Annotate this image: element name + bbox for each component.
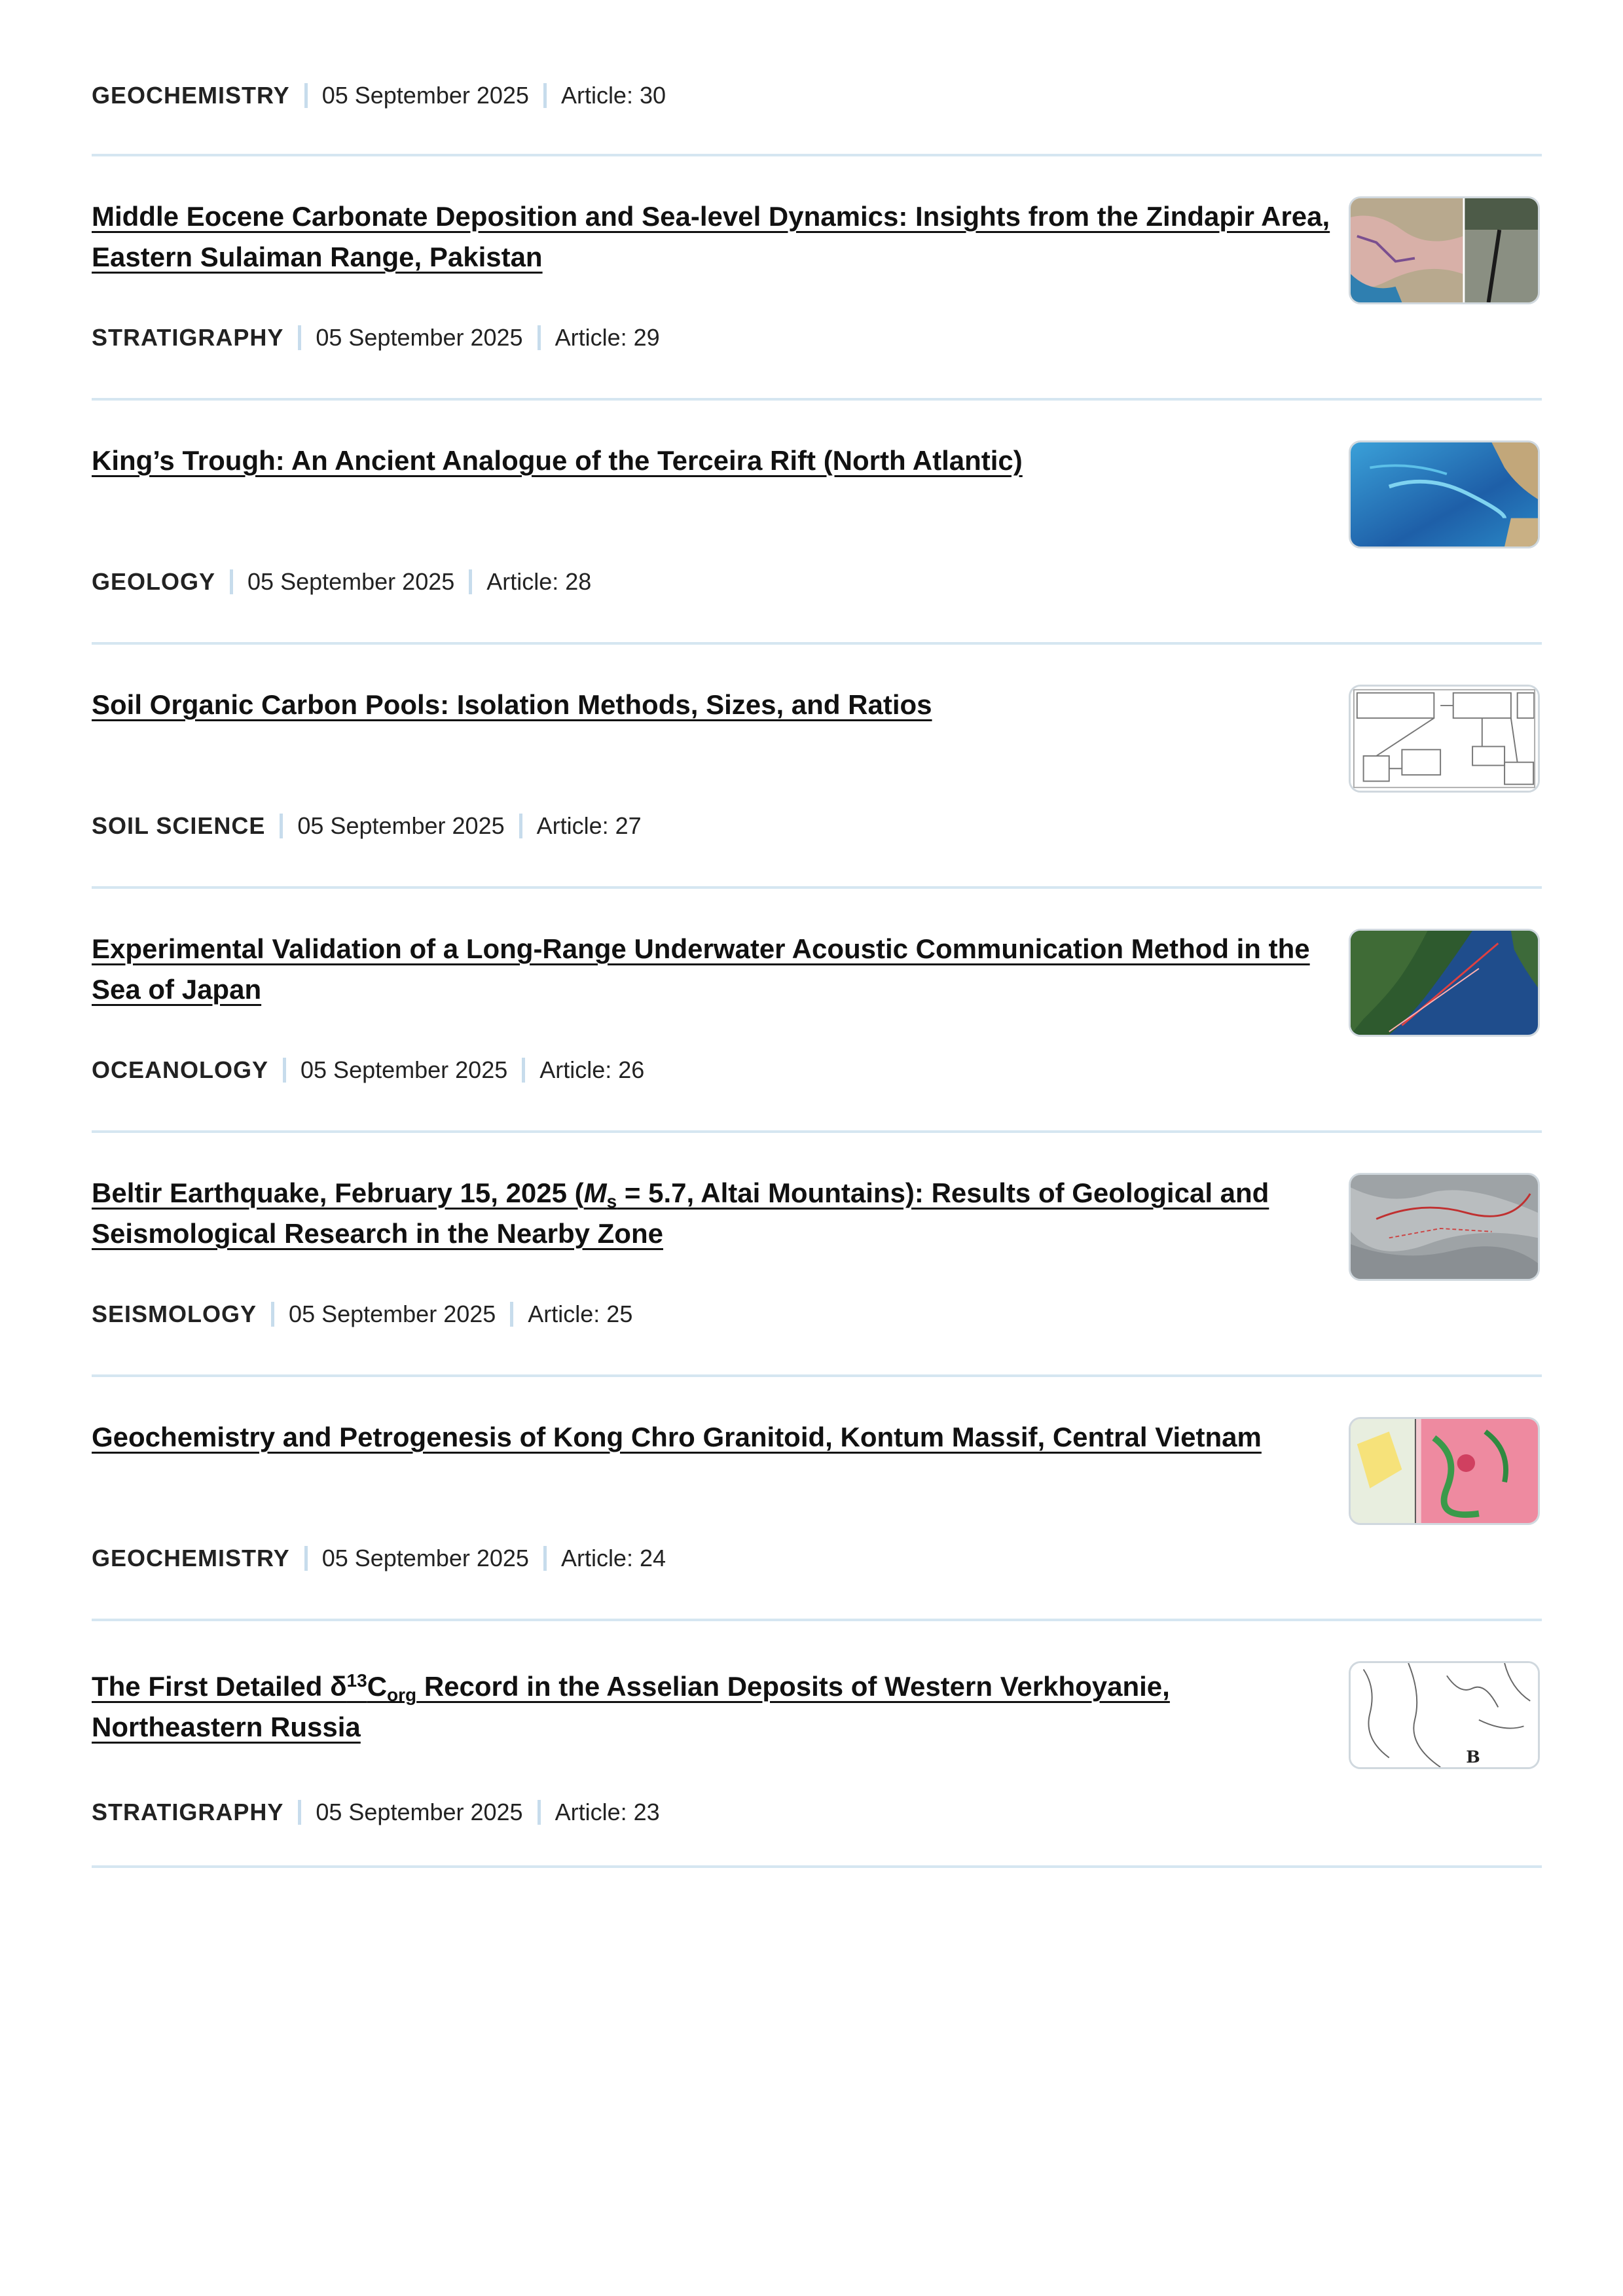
divider bbox=[92, 642, 1542, 645]
article-title bbox=[92, 929, 1336, 1010]
line-map-thumbnail[interactable] bbox=[1349, 1661, 1540, 1769]
title-part: Record in the Asselian Deposits of Western Verkhoyanie, Northeastern Russia bbox=[92, 1671, 1170, 1742]
meta-separator bbox=[469, 569, 472, 594]
article-number: Article: 23 bbox=[555, 1799, 660, 1825]
article-item bbox=[92, 929, 1542, 1099]
divider bbox=[92, 154, 1542, 156]
meta-separator bbox=[280, 814, 283, 838]
article-item bbox=[92, 685, 1542, 855]
article-title bbox=[92, 440, 1336, 481]
article-number: Article: 27 bbox=[536, 812, 642, 839]
bathymetry-map-thumbnail[interactable] bbox=[1349, 440, 1540, 548]
colored-geologic-map-thumbnail[interactable] bbox=[1349, 1417, 1540, 1525]
title-superscript: 13 bbox=[346, 1670, 367, 1691]
article-title-link[interactable] bbox=[92, 1177, 1269, 1249]
meta-separator bbox=[230, 569, 233, 594]
meta-separator bbox=[543, 1546, 547, 1571]
article-title-link[interactable]: Experimental Validation of a Long-Range Underwater Acoustic Communication Method in the Sea of Japan bbox=[92, 933, 1310, 1005]
divider bbox=[92, 1374, 1542, 1377]
meta-separator bbox=[538, 325, 541, 350]
article-meta bbox=[92, 1799, 660, 1826]
top-article-meta bbox=[92, 82, 666, 109]
article-title-link[interactable]: Soil Organic Carbon Pools: Isolation Methods, Sizes, and Ratios bbox=[92, 689, 932, 720]
article-meta bbox=[92, 812, 642, 840]
meta-separator bbox=[519, 814, 522, 838]
article-title bbox=[92, 685, 1336, 725]
article-meta bbox=[92, 1300, 632, 1328]
meta-separator bbox=[298, 325, 301, 350]
title-part: C bbox=[367, 1671, 388, 1702]
divider bbox=[92, 1619, 1542, 1621]
date-label: 05 September 2025 bbox=[297, 812, 505, 839]
date-label: 05 September 2025 bbox=[316, 1799, 523, 1825]
article-meta bbox=[92, 568, 591, 596]
category-label[interactable]: GEOCHEMISTRY bbox=[92, 1545, 290, 1571]
article-title-link[interactable]: Geochemistry and Petrogenesis of Kong Chro Granitoid, Kontum Massif, Central Vietnam bbox=[92, 1422, 1262, 1452]
title-part: = 5.7, Altai Mountains): Results of Geological and Seismological Research in the Nearby Zone bbox=[92, 1177, 1269, 1249]
article-number: Article: 25 bbox=[528, 1300, 633, 1327]
date-label: 05 September 2025 bbox=[247, 568, 455, 595]
meta-separator bbox=[538, 1800, 541, 1825]
article-title-link[interactable] bbox=[92, 1671, 1170, 1742]
article-number: Article: 24 bbox=[560, 1545, 666, 1571]
title-part: The First Detailed δ bbox=[92, 1671, 347, 1702]
date-label: 05 September 2025 bbox=[289, 1300, 496, 1327]
article-meta bbox=[92, 1056, 644, 1084]
category-label[interactable]: GEOCHEMISTRY bbox=[92, 82, 290, 109]
article-meta bbox=[92, 324, 660, 351]
title-magnitude-symbol: M bbox=[583, 1177, 607, 1208]
meta-separator bbox=[510, 1302, 513, 1327]
map-label: B bbox=[1466, 1747, 1480, 1767]
article-number: Article: 29 bbox=[555, 324, 660, 351]
article-number: Article: 26 bbox=[539, 1056, 645, 1083]
meta-separator bbox=[298, 1800, 301, 1825]
article-item bbox=[92, 196, 1542, 367]
title-subscript: s bbox=[606, 1191, 617, 1211]
article-title bbox=[92, 1173, 1336, 1254]
article-item bbox=[92, 1173, 1542, 1343]
category-label[interactable]: STRATIGRAPHY bbox=[92, 1799, 284, 1825]
geologic-map-photo-thumbnail[interactable] bbox=[1349, 196, 1540, 304]
category-label[interactable]: SEISMOLOGY bbox=[92, 1300, 257, 1327]
category-label[interactable]: STRATIGRAPHY bbox=[92, 324, 284, 351]
divider bbox=[92, 1865, 1542, 1868]
meta-separator bbox=[304, 1546, 308, 1571]
article-title-link[interactable]: Middle Eocene Carbonate Deposition and Sea-level Dynamics: Insights from the Zindapir Area, Eastern Sulaiman Range, Pakistan bbox=[92, 201, 1330, 272]
article-number: Article: 28 bbox=[486, 568, 592, 595]
article-item bbox=[92, 1666, 1542, 1837]
meta-separator bbox=[304, 83, 308, 108]
article-item bbox=[92, 440, 1542, 611]
meta-separator bbox=[271, 1302, 274, 1327]
category-label[interactable]: OCEANOLOGY bbox=[92, 1056, 269, 1083]
article-title bbox=[92, 196, 1336, 278]
terrain-map-thumbnail[interactable] bbox=[1349, 1173, 1540, 1281]
date-label: 05 September 2025 bbox=[301, 1056, 508, 1083]
article-number: Article: 30 bbox=[560, 82, 666, 109]
title-part: Beltir Earthquake, February 15, 2025 ( bbox=[92, 1177, 584, 1208]
divider bbox=[92, 1130, 1542, 1133]
article-title bbox=[92, 1417, 1336, 1458]
article-meta bbox=[92, 1545, 666, 1572]
article-item bbox=[92, 1417, 1542, 1587]
date-label: 05 September 2025 bbox=[321, 82, 529, 109]
article-title-link[interactable]: King’s Trough: An Ancient Analogue of the Terceira Rift (North Atlantic) bbox=[92, 445, 1023, 476]
category-label[interactable]: GEOLOGY bbox=[92, 568, 216, 595]
meta-separator bbox=[543, 83, 547, 108]
title-subscript: org bbox=[387, 1685, 417, 1705]
meta-separator bbox=[283, 1058, 286, 1083]
satellite-map-thumbnail[interactable] bbox=[1349, 929, 1540, 1037]
date-label: 05 September 2025 bbox=[316, 324, 523, 351]
divider bbox=[92, 398, 1542, 401]
article-title bbox=[92, 1666, 1336, 1748]
divider bbox=[92, 886, 1542, 889]
category-label[interactable]: SOIL SCIENCE bbox=[92, 812, 266, 839]
meta-separator bbox=[522, 1058, 525, 1083]
date-label: 05 September 2025 bbox=[321, 1545, 529, 1571]
flowchart-diagram-thumbnail[interactable] bbox=[1349, 685, 1540, 793]
